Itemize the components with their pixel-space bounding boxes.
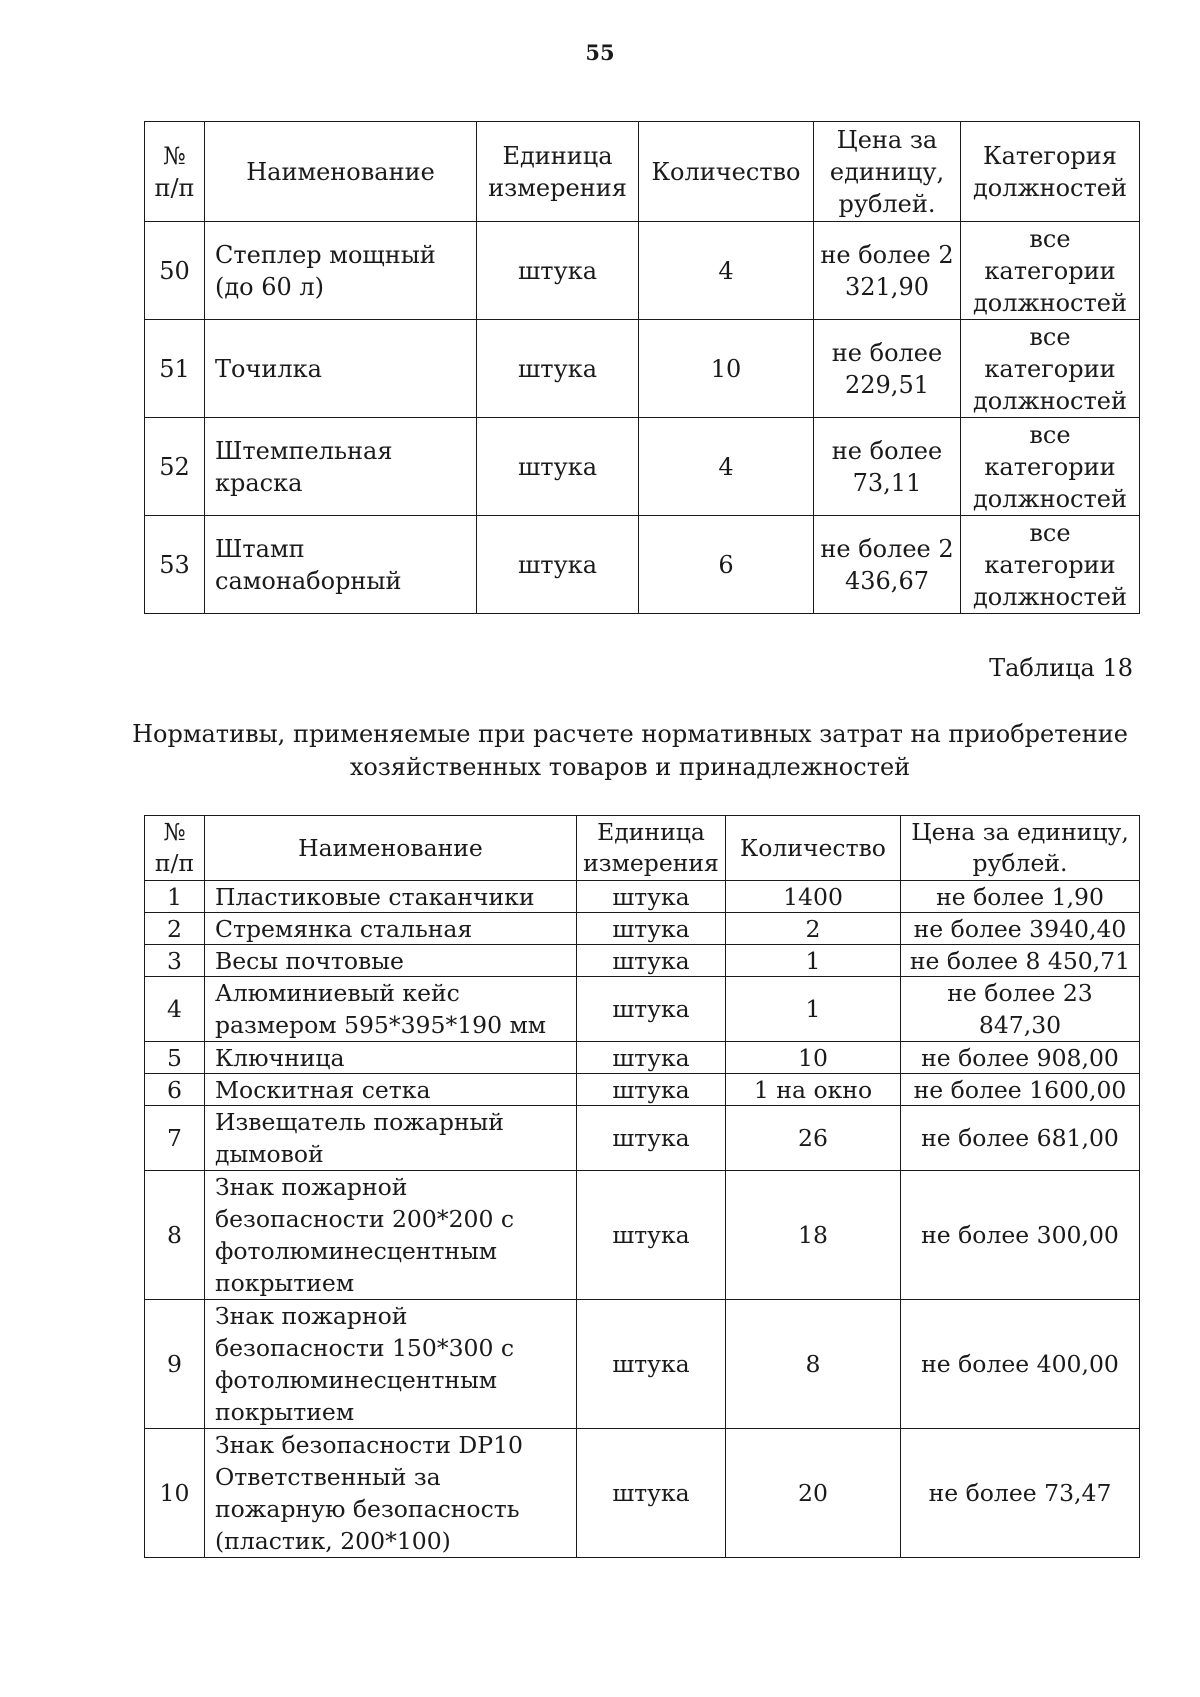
header-quantity: Количество bbox=[726, 816, 901, 881]
cell-number: 6 bbox=[145, 1074, 205, 1106]
cell-number: 7 bbox=[145, 1106, 205, 1171]
cell-name: Стремянка стальная bbox=[205, 913, 577, 945]
cell-number: 8 bbox=[145, 1171, 205, 1300]
table-row bbox=[145, 320, 1140, 418]
table-row bbox=[145, 1106, 1140, 1171]
table-header-row bbox=[145, 816, 1140, 881]
cell-number: 10 bbox=[145, 1429, 205, 1558]
table-row bbox=[145, 977, 1140, 1042]
cell-unit: штука bbox=[577, 913, 726, 945]
table-caption: Таблица 18 bbox=[989, 654, 1133, 682]
cell-name: Весы почтовые bbox=[205, 945, 577, 977]
cell-quantity: 20 bbox=[726, 1429, 901, 1558]
cell-quantity: 1 bbox=[726, 945, 901, 977]
cell-unit: штука bbox=[477, 222, 639, 320]
table-row bbox=[145, 881, 1140, 913]
cell-price: не более 2 436,67 bbox=[814, 516, 961, 614]
cell-quantity: 4 bbox=[639, 418, 814, 516]
cell-name: Знак пожарной безопасности 200*200 с фотолюминесцентным покрытием bbox=[205, 1171, 577, 1300]
cell-price: не более 2 321,90 bbox=[814, 222, 961, 320]
cell-number: 52 bbox=[145, 418, 205, 516]
cell-name: Знак безопасности DP10 Ответственный за пожарную безопасность (пластик, 200*100) bbox=[205, 1429, 577, 1558]
cell-quantity: 10 bbox=[639, 320, 814, 418]
table-row bbox=[145, 1042, 1140, 1074]
cell-number: 50 bbox=[145, 222, 205, 320]
table-header-row bbox=[145, 122, 1140, 222]
cell-price: не более 681,00 bbox=[901, 1106, 1140, 1171]
cell-quantity: 6 bbox=[639, 516, 814, 614]
cell-unit: штука bbox=[577, 881, 726, 913]
cell-quantity: 8 bbox=[726, 1300, 901, 1429]
header-number: № п/п bbox=[145, 816, 205, 881]
cell-quantity: 2 bbox=[726, 913, 901, 945]
header-name: Наименование bbox=[205, 816, 577, 881]
table-row bbox=[145, 418, 1140, 516]
table-heading: Нормативы, применяемые при расчете нормативных затрат на приобретение хозяйственных товаров и принадлежностей bbox=[132, 720, 1128, 781]
cell-unit: штука bbox=[577, 1300, 726, 1429]
cell-price: не более 1,90 bbox=[901, 881, 1140, 913]
cell-number: 9 bbox=[145, 1300, 205, 1429]
supplies-table-continued bbox=[144, 121, 1140, 614]
header-quantity: Количество bbox=[639, 122, 814, 222]
table-row bbox=[145, 516, 1140, 614]
header-price: Цена за единицу, рублей. bbox=[901, 816, 1140, 881]
cell-name: Извещатель пожарный дымовой bbox=[205, 1106, 577, 1171]
cell-number: 5 bbox=[145, 1042, 205, 1074]
cell-unit: штука bbox=[477, 516, 639, 614]
header-category: Категория должностей bbox=[961, 122, 1140, 222]
cell-quantity: 26 bbox=[726, 1106, 901, 1171]
cell-unit: штука bbox=[577, 1042, 726, 1074]
cell-quantity: 4 bbox=[639, 222, 814, 320]
cell-name: Штемпельная краска bbox=[205, 418, 477, 516]
table-row bbox=[145, 1171, 1140, 1300]
cell-name: Штамп самонаборный bbox=[205, 516, 477, 614]
table-row bbox=[145, 1429, 1140, 1558]
cell-quantity: 1 bbox=[726, 977, 901, 1042]
header-number: № п/п bbox=[145, 122, 205, 222]
cell-unit: штука bbox=[577, 1171, 726, 1300]
cell-price: не более 73,11 bbox=[814, 418, 961, 516]
cell-unit: штука bbox=[577, 1106, 726, 1171]
cell-price: не более 8 450,71 bbox=[901, 945, 1140, 977]
cell-quantity: 18 bbox=[726, 1171, 901, 1300]
table-row bbox=[145, 1074, 1140, 1106]
cell-unit: штука bbox=[577, 945, 726, 977]
header-name: Наименование bbox=[205, 122, 477, 222]
table-row bbox=[145, 1300, 1140, 1429]
header-unit: Единица измерения bbox=[477, 122, 639, 222]
cell-number: 2 bbox=[145, 913, 205, 945]
household-goods-table bbox=[144, 815, 1140, 1558]
cell-quantity: 1400 bbox=[726, 881, 901, 913]
cell-unit: штука bbox=[577, 1429, 726, 1558]
cell-price: не более 3940,40 bbox=[901, 913, 1140, 945]
cell-quantity: 10 bbox=[726, 1042, 901, 1074]
cell-name: Пластиковые стаканчики bbox=[205, 881, 577, 913]
cell-number: 51 bbox=[145, 320, 205, 418]
cell-price: не более 229,51 bbox=[814, 320, 961, 418]
cell-category: все категории должностей bbox=[961, 516, 1140, 614]
cell-name: Степлер мощный (до 60 л) bbox=[205, 222, 477, 320]
cell-unit: штука bbox=[577, 1074, 726, 1106]
cell-unit: штука bbox=[477, 418, 639, 516]
cell-category: все категории должностей bbox=[961, 418, 1140, 516]
cell-price: не более 23 847,30 bbox=[901, 977, 1140, 1042]
cell-number: 1 bbox=[145, 881, 205, 913]
cell-number: 3 bbox=[145, 945, 205, 977]
cell-price: не более 73,47 bbox=[901, 1429, 1140, 1558]
cell-name: Точилка bbox=[205, 320, 477, 418]
table-row bbox=[145, 222, 1140, 320]
cell-number: 53 bbox=[145, 516, 205, 614]
cell-unit: штука bbox=[477, 320, 639, 418]
cell-category: все категории должностей bbox=[961, 222, 1140, 320]
cell-unit: штука bbox=[577, 977, 726, 1042]
cell-price: не более 908,00 bbox=[901, 1042, 1140, 1074]
cell-category: все категории должностей bbox=[961, 320, 1140, 418]
cell-name: Знак пожарной безопасности 150*300 с фотолюминесцентным покрытием bbox=[205, 1300, 577, 1429]
header-unit: Единица измерения bbox=[577, 816, 726, 881]
table-row bbox=[145, 945, 1140, 977]
cell-price: не более 300,00 bbox=[901, 1171, 1140, 1300]
cell-price: не более 1600,00 bbox=[901, 1074, 1140, 1106]
header-price: Цена за единицу, рублей. bbox=[814, 122, 961, 222]
cell-name: Москитная сетка bbox=[205, 1074, 577, 1106]
cell-number: 4 bbox=[145, 977, 205, 1042]
cell-name: Ключница bbox=[205, 1042, 577, 1074]
table-row bbox=[145, 913, 1140, 945]
cell-price: не более 400,00 bbox=[901, 1300, 1140, 1429]
cell-quantity: 1 на окно bbox=[726, 1074, 901, 1106]
page-number: 55 bbox=[585, 40, 615, 65]
cell-name: Алюминиевый кейс размером 595*395*190 мм bbox=[205, 977, 577, 1042]
